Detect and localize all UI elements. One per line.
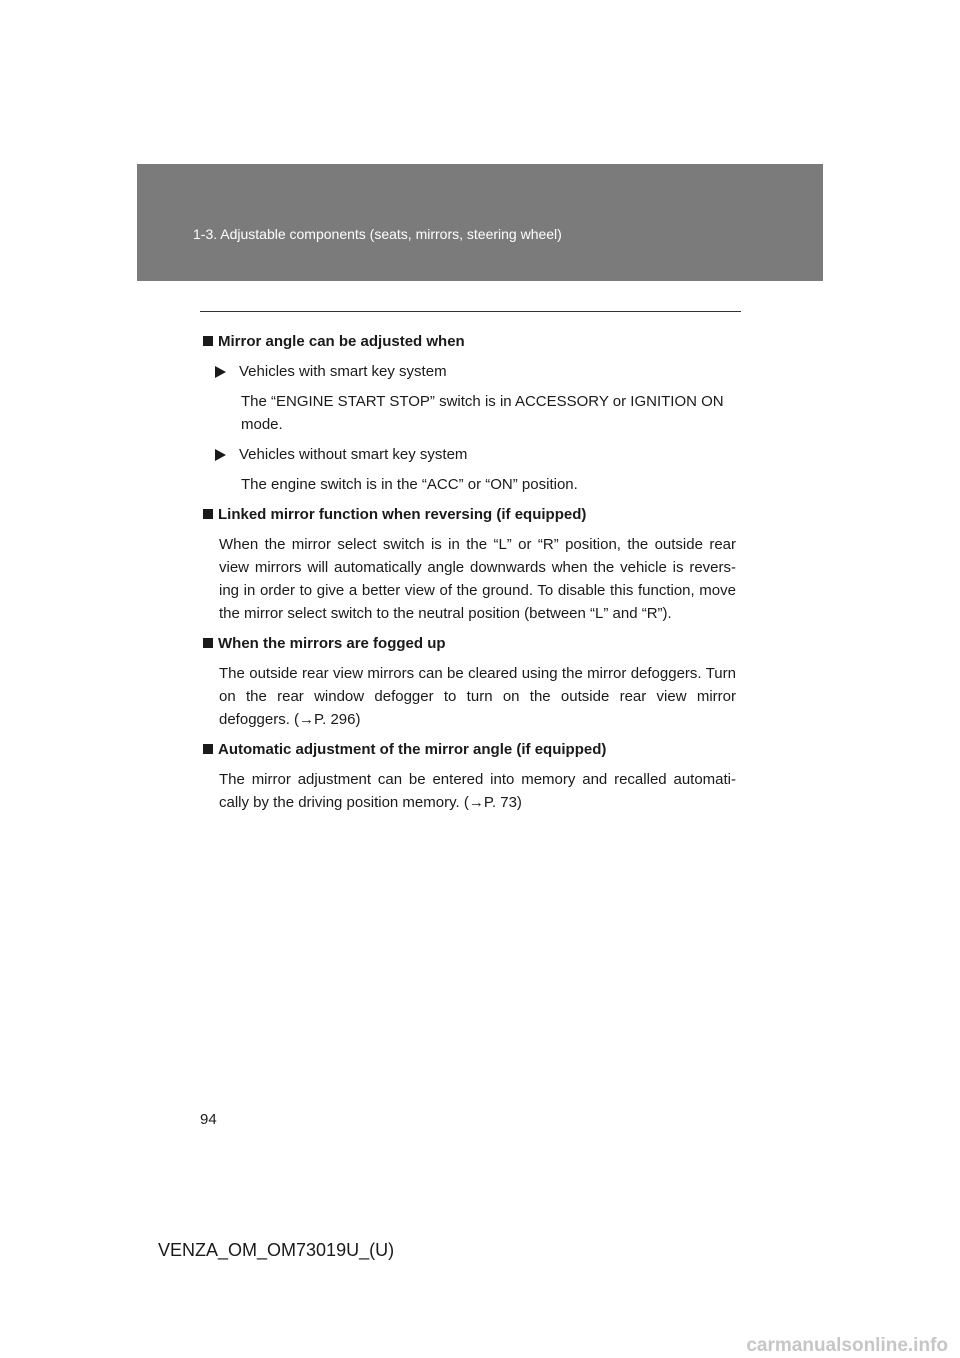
watermark-link[interactable]: carmanualsonline.info [746,1335,948,1356]
content-area [203,330,736,821]
heading-text: Mirror angle can be adjusted when [218,333,465,350]
bullet-label: Vehicles without smart key system [239,446,468,463]
page-number: 94 [200,1111,217,1128]
square-bullet-icon [203,638,213,648]
list-item [203,360,736,383]
triangle-bullet-icon [215,449,226,461]
heading-text: Linked mirror function when reversing (if equipped) [218,506,587,523]
document-id: VENZA_OM_OM73019U_(U) [158,1240,395,1260]
triangle-bullet-icon [215,366,226,378]
section-heading [203,330,736,353]
list-item [203,443,736,466]
bullet-detail: The “ENGINE START STOP” switch is in ACCESSORY or IGNITION ON mode. [241,393,724,433]
body-paragraph: The outside rear view mirrors can be cleared using the mirror defoggers. Turn on the rear window defogger to turn on the outside rear view mirror defoggers. (→P. 296) [219,665,736,728]
section-heading [203,632,736,655]
section-heading [203,738,736,761]
header-band [137,164,823,281]
square-bullet-icon [203,336,213,346]
square-bullet-icon [203,744,213,754]
bullet-label: Vehicles with smart key system [239,363,447,380]
section-title: 1-3. Adjustable components (seats, mirrors, steering wheel) [193,226,562,242]
bullet-detail: The engine switch is in the “ACC” or “ON” position. [241,476,578,493]
divider [200,311,741,312]
square-bullet-icon [203,509,213,519]
body-paragraph: When the mirror select switch is in the “L” or “R” position, the outside rear view mirrors will automatically angle downwards when the vehicle is revers-ing in order to give a better view of the ground. To disable this function, move the mirror select switch to the neutral position (between “L” and “R”). [219,536,736,622]
section-heading [203,503,736,526]
heading-text: Automatic adjustment of the mirror angle (if equipped) [218,741,607,758]
heading-text: When the mirrors are fogged up [218,635,446,652]
body-paragraph: The mirror adjustment can be entered into memory and recalled automati-cally by the driving position memory. (→P. 73) [219,771,736,811]
